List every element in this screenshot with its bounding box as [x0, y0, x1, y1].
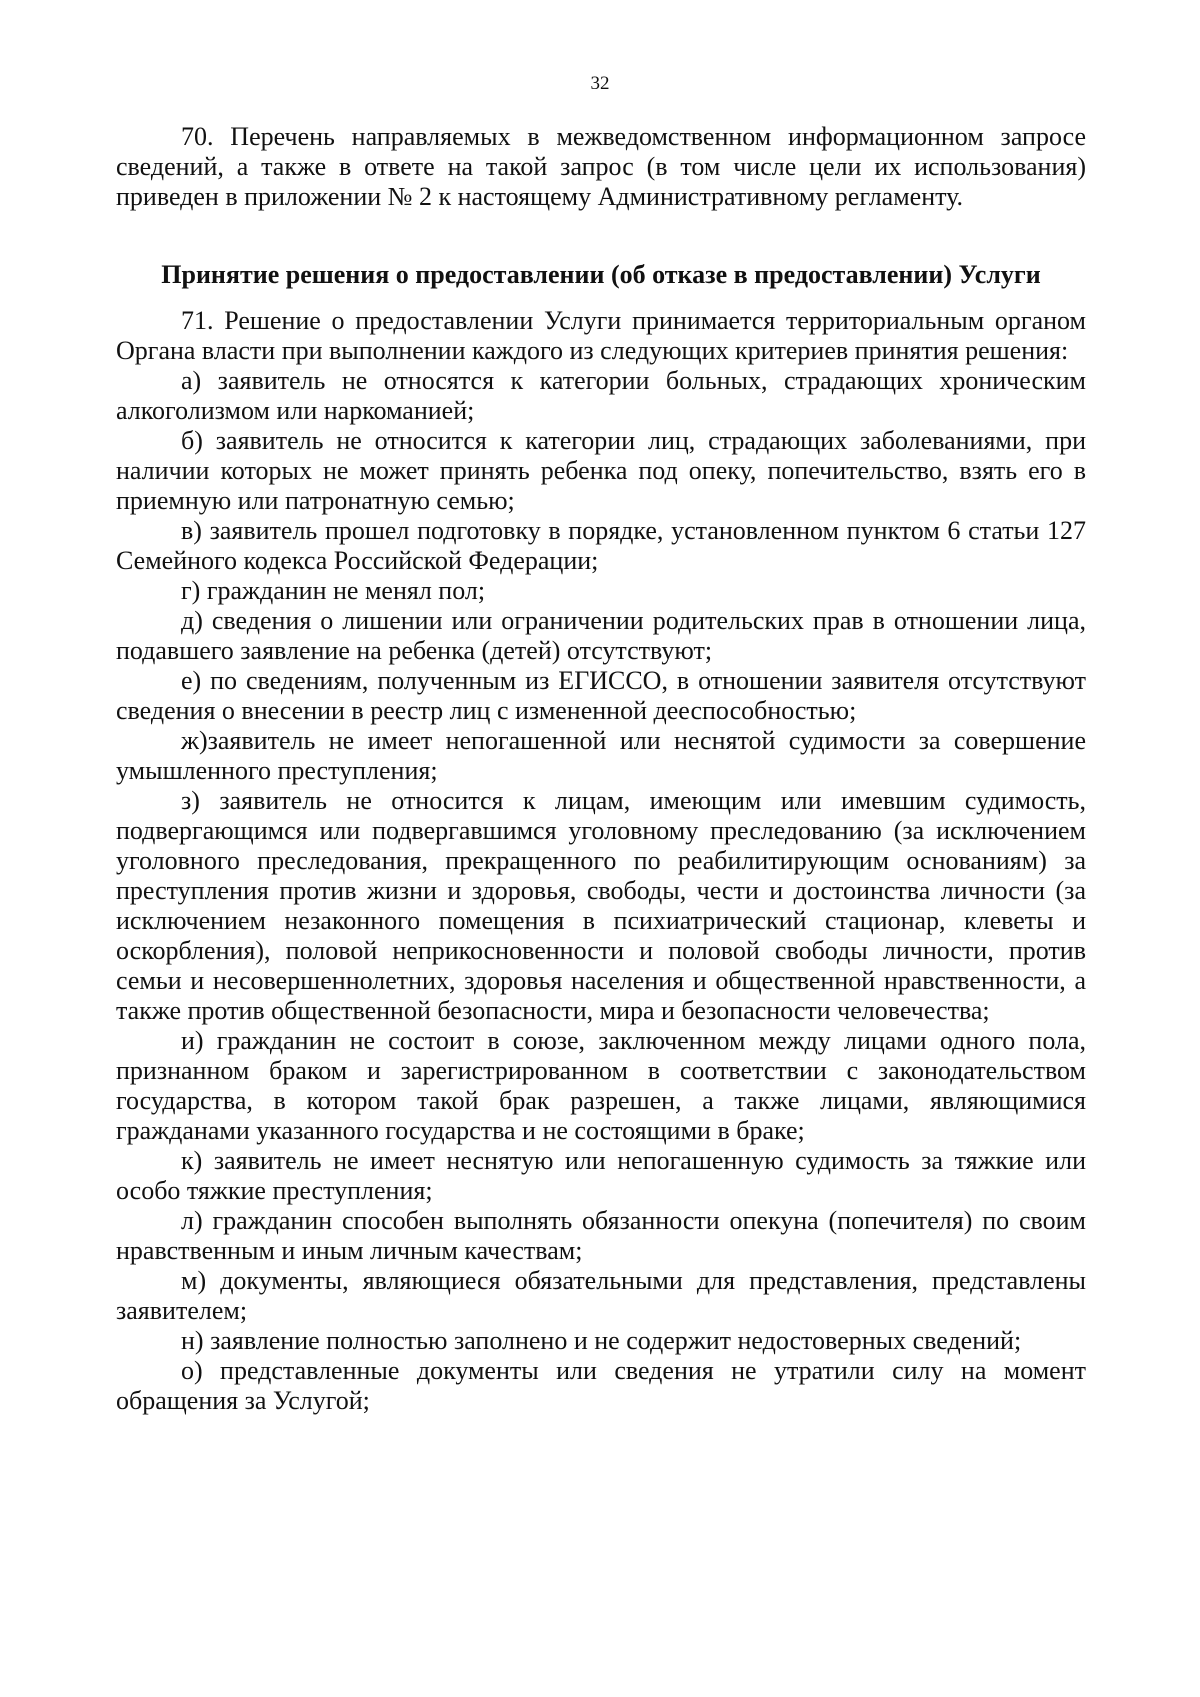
criterion-l: л) гражданин способен выполнять обязанности опекуна (попечителя) по своим нравственным и иным личным качествам; [116, 1206, 1086, 1265]
criterion-i: и) гражданин не состоит в союзе, заключенном между лицами одного пола, признанном браком и зарегистрированном в соответствии с законодательством государства, в котором такой брак разрешен, а также лицами, являющимися гражданами указанного государства и не состоящими в браке; [116, 1026, 1086, 1145]
paragraph-70: 70. Перечень направляемых в межведомственном информационном запросе сведений, а также в ответе на такой запрос (в том числе цели их использования) приведен в приложении № 2 к настоящему Административному регламенту. [116, 122, 1086, 211]
criterion-z: з) заявитель не относится к лицам, имеющим или имевшим судимость, подвергающимся или подвергавшимся уголовному преследованию (за исключением уголовного преследования, прекращенного по реабилитирующим основаниям) за преступления против жизни и здоровья, свободы, чести и достоинства личности (за исключением незаконного помещения в психиатрический стационар, клеветы и оскорбления), половой неприкосновенности и половой свободы личности, против семьи и несовершеннолетних, здоровья населения и общественной нравственности, а также против общественной безопасности, мира и безопасности человечества; [116, 786, 1086, 1025]
page-number: 32 [590, 73, 610, 94]
criterion-b: б) заявитель не относится к категории лиц, страдающих заболеваниями, при наличии которых не может принять ребенка под опеку, попечительство, взять его в приемную или патронатную семью; [116, 426, 1086, 515]
criteria-list [116, 366, 1086, 1416]
criterion-e: е) по сведениям, полученным из ЕГИССО, в отношении заявителя отсутствуют сведения о внесении в реестр лиц с измененной дееспособностью; [116, 666, 1086, 725]
criterion-o: о) представленные документы или сведения не утратили силу на момент обращения за Услугой; [116, 1356, 1086, 1415]
criterion-g: г) гражданин не менял пол; [181, 576, 486, 605]
criterion-zh: ж)заявитель не имеет непогашенной или неснятой судимости за совершение умышленного преступления; [116, 726, 1086, 785]
criterion-k: к) заявитель не имеет неснятую или непогашенную судимость за тяжкие или особо тяжкие преступления; [116, 1146, 1086, 1205]
criterion-n: н) заявление полностью заполнено и не содержит недостоверных сведений; [181, 1326, 1022, 1355]
criterion-d: д) сведения о лишении или ограничении родительских прав в отношении лица, подавшего заявление на ребенка (детей) отсутствуют; [116, 606, 1086, 665]
criterion-a: а) заявитель не относятся к категории больных, страдающих хроническим алкоголизмом или наркоманией; [116, 366, 1086, 425]
criterion-m: м) документы, являющиеся обязательными для представления, представлены заявителем; [116, 1266, 1086, 1325]
document-body [116, 122, 1086, 1416]
section-heading: Принятие решения о предоставлении (об отказе в предоставлении) Услуги [161, 260, 1041, 289]
criterion-v: в) заявитель прошел подготовку в порядке, установленном пунктом 6 статьи 127 Семейного кодекса Российской Федерации; [116, 516, 1086, 575]
paragraph-71: 71. Решение о предоставлении Услуги принимается территориальным органом Органа власти при выполнении каждого из следующих критериев принятия решения: [116, 306, 1086, 365]
